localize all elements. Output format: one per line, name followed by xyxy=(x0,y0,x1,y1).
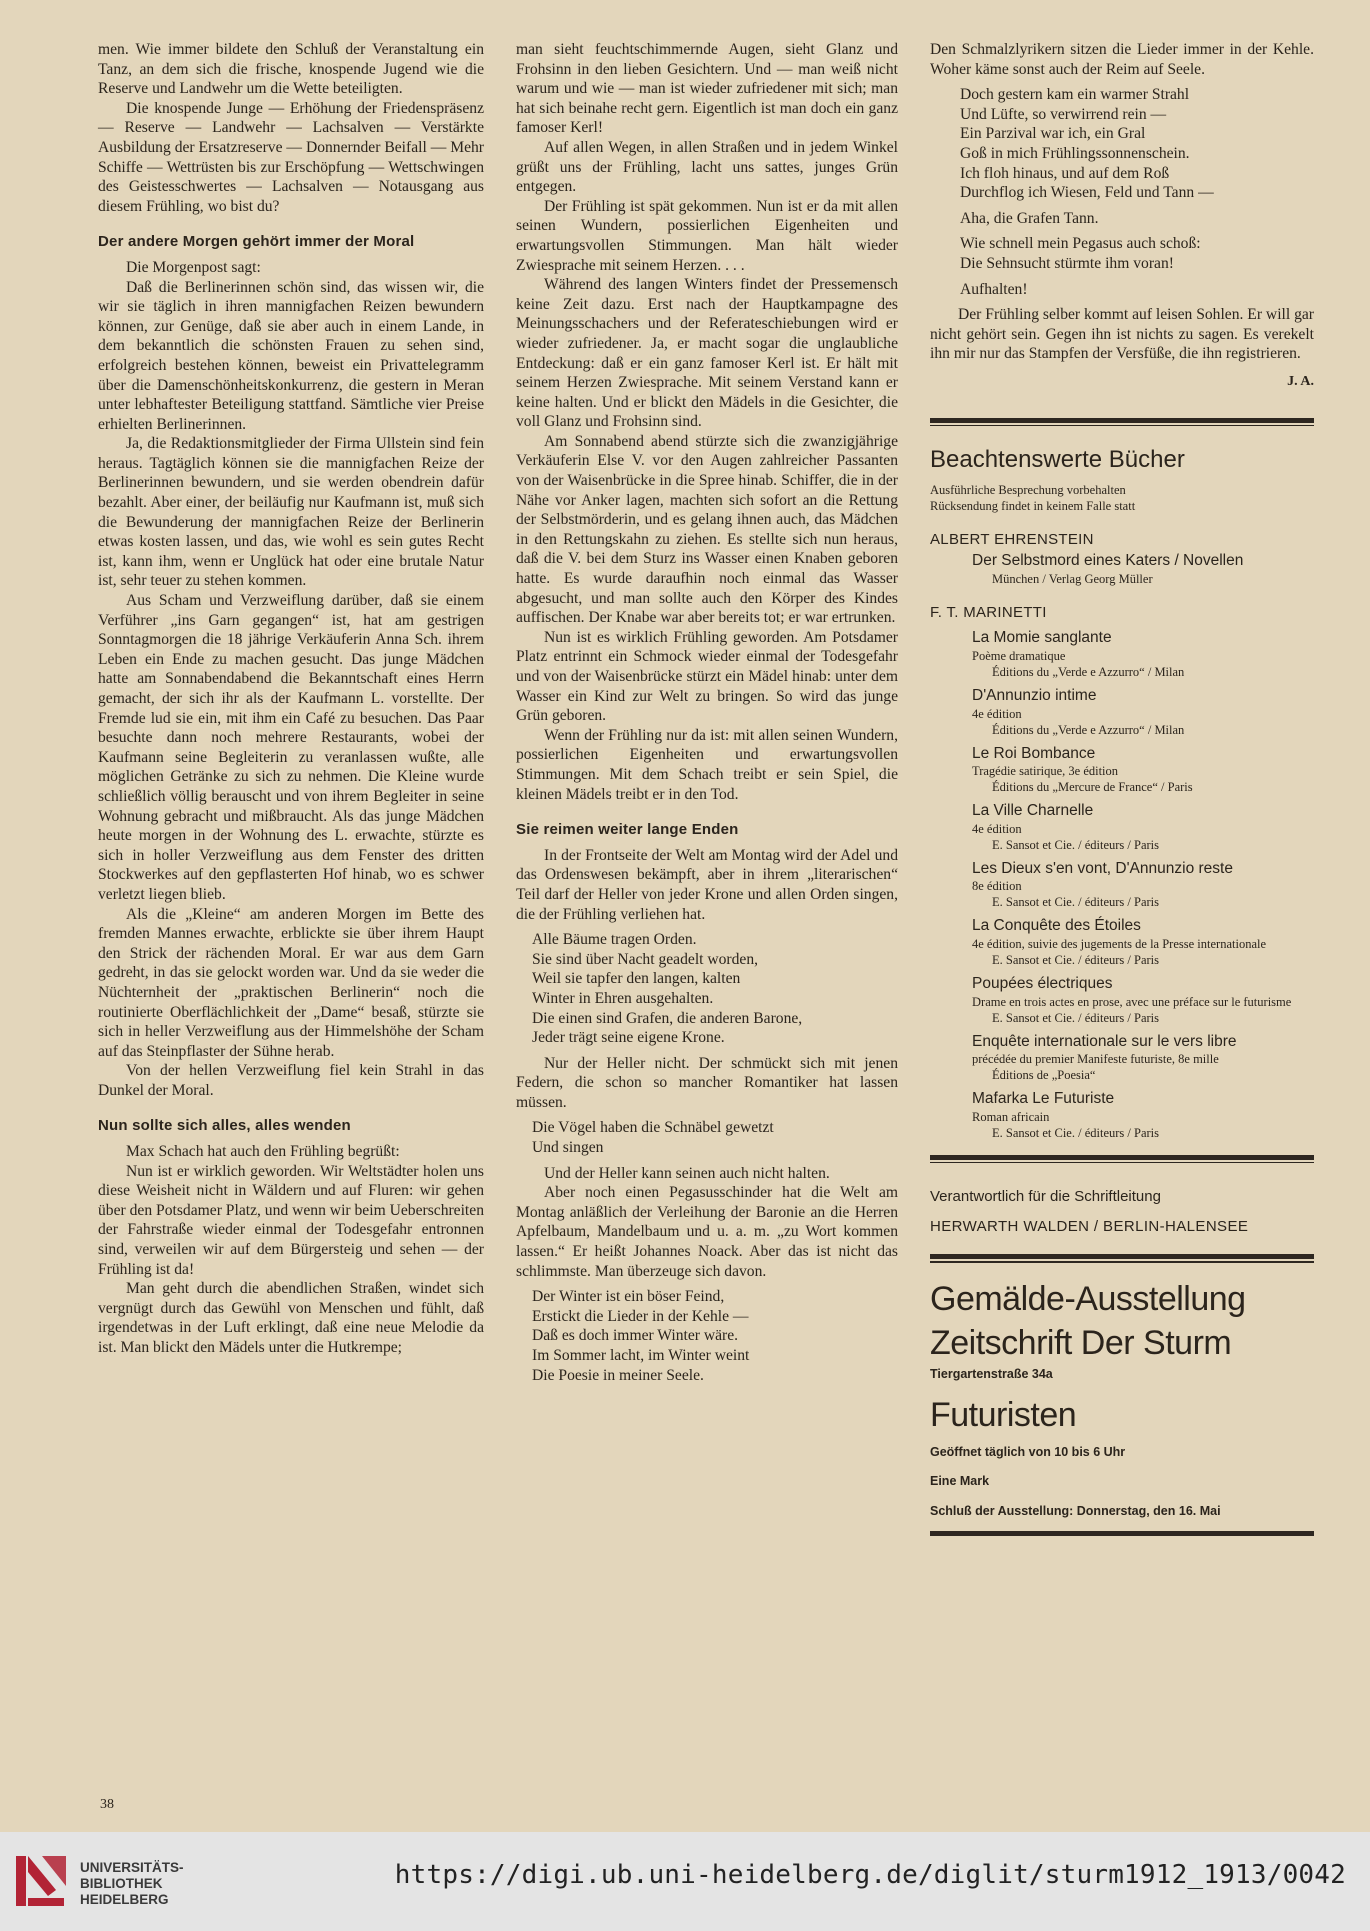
books-note: Rücksendung findet in keinem Falle statt xyxy=(930,498,1136,513)
quote-paragraph: Nun ist er wirklich geworden. Wir Weltstädter holen uns diese Weisheit nicht in Wäldern und auf Fluren: wir gehen über den Potsdamer Platz, und wenn wir beim Ueberschreiten der Fahrstraße wieder einmal der Todesgefahr entronnen sind, verweilen wir auf dem Bürgersteig und sehen — der Frühling ist da! xyxy=(98,1162,484,1278)
paragraph: Während des langen Winters findet der Pressemensch keine Zeit dazu. Erst nach der Hauptkampagne des Meinungsschachers und der Referateschiebungen wird er wieder zufriedener. Ja, er macht sogar die unglaubliche Entdeckung: daß er ein ganz famoser Kerl ist. Er hält mit seinem Herzen Zwiesprache. Mit seinem Verstand kann er keine halten. Und er blickt den Mädels in die Gesichter, die voll Glanz und Frohsinn sind. xyxy=(516,276,898,431)
ad-closing: Schluß der Ausstellung: Donnerstag, den 16. Mai xyxy=(930,1503,1221,1518)
verse-line: Doch gestern kam ein warmer Strahl xyxy=(960,86,1190,104)
paragraph: Nun ist es wirklich Frühling geworden. Am Potsdamer Platz entrinnt ein Schmock wieder einmal der Todesgefahr und von der Waisenbrücke stürzt ein Mädel hinab: unter dem Wasser ein Kind zur Welt zu bringen. So wird das junge Grün geboren. xyxy=(516,628,898,725)
paragraph: men. Wie immer bildete den Schluß der Veranstaltung ein Tanz, an dem sich die frische, knospende Jugend wie die Reserve und Landwehr um die Wette beteiligten. xyxy=(98,41,484,98)
verse-line: Daß es doch immer Winter wäre. xyxy=(532,1327,739,1345)
library-logo-icon xyxy=(12,1850,70,1912)
book-subtitle: 8e édition xyxy=(972,879,1022,894)
verse-line: Und singen xyxy=(532,1139,604,1157)
book-author: F. T. MARINETTI xyxy=(930,603,1047,621)
book-title: Le Roi Bombance xyxy=(972,744,1096,762)
verse-line: Die einen sind Grafen, die anderen Barone, xyxy=(532,1009,803,1027)
verse-line: Die Vögel haben die Schnäbel gewetzt xyxy=(532,1119,774,1137)
verse-block xyxy=(960,209,1314,229)
verse-block xyxy=(960,85,1314,203)
book-title: Enquête internationale sur le vers libre xyxy=(972,1032,1237,1050)
verse-line: Der Winter ist ein böser Feind, xyxy=(532,1288,725,1306)
ad-address: Tiergartenstraße 34a xyxy=(930,1366,1053,1381)
quote-paragraph: Man geht durch die abendlichen Straßen, windet sich vergnügt durch das Gewühl von Menschen und fühlt, daß irgendetwas in der Luft erklingt, daß eine neue Melodie da ist. Man blickt den Mädels unter die Hutkrempe; xyxy=(98,1280,484,1356)
library-name-line: UNIVERSITÄTS- xyxy=(80,1860,184,1875)
book-subtitle: 4e édition xyxy=(972,706,1022,721)
divider xyxy=(930,425,1314,427)
book-title: La Conquête des Étoiles xyxy=(972,917,1141,935)
verse-line: Ich floh hinaus, und auf dem Roß xyxy=(960,164,1170,182)
paragraph: Die knospende Junge — Erhöhung der Friedenspräsenz — Reserve — Landwehr — Lachsalven — Verstärkte Ausbildung der Ersatzreserve — Donnernder Beifall — Mehr Schiffe — Wettrüsten bis zur Erschöpfung — Wettschwingen des Geistesschwertes — Lachsalven — Notausgang aus diesem Frühling, wo bist du? xyxy=(98,99,484,215)
section-heading: Nun sollte sich alles, alles wenden xyxy=(98,1117,351,1135)
column-3 xyxy=(930,40,1314,1538)
book-entry xyxy=(972,859,1314,911)
verse-line: Wie schnell mein Pegasus auch schoß: xyxy=(960,235,1201,253)
book-title: Mafarka Le Futuriste xyxy=(972,1090,1115,1108)
paragraph: Der Frühling ist spät gekommen. Nun ist er da mit allen seinen Wundern, possierlichen Eigenheiten und erwartungsvollen Stimmungen. Man hält wieder Zwiesprache mit seinem Herzen. . . . xyxy=(516,197,898,274)
book-list xyxy=(930,628,1314,1140)
section-heading: Der andere Morgen gehört immer der Moral xyxy=(98,233,415,251)
divider xyxy=(930,1261,1314,1263)
book-publisher: E. Sansot et Cie. / éditeurs / Paris xyxy=(992,1125,1159,1140)
paragraph: Von der hellen Verzweiflung fiel kein Strahl in das Dunkel der Moral. xyxy=(98,1062,484,1099)
ad-title: Zeitschrift Der Sturm xyxy=(930,1323,1232,1362)
column-2 xyxy=(516,40,898,1391)
verse-line: Erstickt die Lieder in der Kehle — xyxy=(532,1307,749,1325)
quote-paragraph: Am Sonnabend abend stürzte sich die zwanzigjährige Verkäuferin Else V. vor den Augen zahlreicher Passanten von der Waisenbrücke in die Spree hinab. Schiffer, die in der Nähe vor Anker lagen, machten sich sofort an die Rettung der Selbstmörderin, und es gelang ihnen auch, das Mädchen in den Rettungskahn zu ziehen. Es stellte sich nun heraus, daß die V. bei dem Sturz ins Wasser einen Knaben geboren hatte. Es wurde daraufhin noch einmal das Wasser abgesucht, und man sollte auch den Körper des Kindes auffischen. Der Knabe war aber bereits tot; er war ertrunken. xyxy=(516,432,898,627)
book-publisher: München / Verlag Georg Müller xyxy=(992,571,1153,586)
book-title: Poupées électriques xyxy=(972,974,1113,992)
verse-line: Sie sind über Nacht geadelt worden, xyxy=(532,950,759,968)
book-publisher: Éditions de „Poesia“ xyxy=(992,1068,1096,1083)
book-entry xyxy=(972,974,1314,1026)
paragraph: Max Schach hat auch den Frühling begrüßt: xyxy=(126,1143,400,1161)
verse-line: Jeder trägt seine eigene Krone. xyxy=(532,1029,725,1047)
paragraph: Nur der Heller nicht. Der schmückt sich mit jenen Federn, die schon so mancher Romantiker hat lassen müssen. xyxy=(516,1054,898,1111)
book-entry xyxy=(972,551,1314,587)
ad-price: Eine Mark xyxy=(930,1474,990,1489)
verse-block xyxy=(960,234,1314,273)
book-title: La Ville Charnelle xyxy=(972,802,1094,820)
divider xyxy=(930,1162,1314,1164)
footer-bar xyxy=(0,1832,1370,1931)
book-title: D'Annunzio intime xyxy=(972,686,1097,704)
paragraph: man sieht feuchtschimmernde Augen, sieht Glanz und Frohsinn in den lieben Gesichtern. Und — man weiß nicht warum und wie — man ist wieder zufriedener mit sich; man hat sich beinahe recht gern. Eigentlich ist man doch ein ganz famoser Kerl! xyxy=(516,41,898,137)
quote-paragraph: Aus Scham und Verzweiflung darüber, daß sie einem Verführer „ins Garn gegangen“ ist, hat am gestrigen Sonntagmorgen die 18 jährige Verkäuferin Anna Sch. ihrem Leben ein Ende zu machen gesucht. Das junge Mädchen hatte am Sonnabendabend die Bekanntschaft eines Herrn gemacht, der sich ihr als der Kaufmann L. vorstellte. Der Fremde lud sie ein, mit ihm ein Café zu besuchen. Das Paar besuchte dann noch mehrere Restaurants, wobei der Kaufmann seine Begleiterin zu veranlassen wußte, alle möglichen Getränke zu sich zu nehmen. Die Kleine wurde schließlich völlig berauscht und von ihrem Begleiter in seine Wohnung gebracht und mißbraucht. Als das junge Mädchen heute morgen in der Wohnung des L. erwachte, stürzte es sich in holler Verzweiflung aus dem Fenster des dritten Stockwerkes auf den gepflasterten Hof hinab, wo es schwer verletzt liegen blieb. xyxy=(98,592,484,903)
verse-line: Die Sehnsucht stürmte ihm voran! xyxy=(960,254,1174,272)
paragraph: Wenn der Frühling nur da ist: mit allen seinen Wundern, possierlichen Eigenheiten und erwartungsvollen Stimmungen. Mit dem Schach treibt er sein Spiel, die kleinen Mädels treibt er in den Tod. xyxy=(516,726,898,803)
verse-line: Goß in mich Frühlingssonnenschein. xyxy=(960,144,1190,162)
book-entry xyxy=(972,1089,1314,1141)
book-subtitle: Poème dramatique xyxy=(972,648,1066,663)
book-title: Der Selbstmord eines Katers / Novellen xyxy=(972,552,1244,570)
library-name-line: HEIDELBERG xyxy=(80,1892,169,1907)
section-heading: Sie reimen weiter lange Enden xyxy=(516,821,739,839)
book-entry xyxy=(972,628,1314,680)
paragraph: Den Schmalzlyrikern sitzen die Lieder immer in der Kehle. Woher käme sonst auch der Reim auf Seele. xyxy=(930,41,1314,78)
book-title: La Momie sanglante xyxy=(972,629,1112,647)
verse-line: Ein Parzival war ich, ein Gral xyxy=(960,125,1146,143)
ad-hours: Geöffnet täglich von 10 bis 6 Uhr xyxy=(930,1444,1126,1459)
verse-line: Die Poesie in meiner Seele. xyxy=(532,1366,704,1384)
book-entry xyxy=(972,801,1314,853)
column-1 xyxy=(98,40,484,1358)
verse-line: Im Sommer lacht, im Winter weint xyxy=(532,1347,750,1364)
book-publisher: Éditions du „Mercure de France“ / Paris xyxy=(992,780,1193,795)
page-number: 38 xyxy=(100,1797,114,1812)
library-name xyxy=(80,1860,184,1908)
source-url[interactable]: https://digi.ub.uni-heidelberg.de/diglit/sturm1912_1913/0042 xyxy=(394,1860,1346,1890)
verse-block xyxy=(532,930,898,1048)
book-publisher: Éditions du „Verde e Azzurro“ / Milan xyxy=(992,664,1185,679)
book-entry xyxy=(972,686,1314,738)
divider xyxy=(930,1531,1314,1536)
verse-line: Aha, die Grafen Tann. xyxy=(960,209,1099,227)
paragraph: In der Frontseite der Welt am Montag wird der Adel und das Ordenswesen bekämpft, aber in ihrem „literarischen“ Teil darf der Heller von jeder Krone und allen Orden singen, die der Frühling verliehen hat. xyxy=(516,846,898,923)
book-subtitle: Tragédie satirique, 3e édition xyxy=(972,764,1119,779)
book-entry xyxy=(972,1032,1314,1084)
book-subtitle: Drame en trois actes en prose, avec une préface sur le futurisme xyxy=(972,994,1292,1009)
book-subtitle: 4e édition xyxy=(972,821,1022,836)
verse-line: Und Lüfte, so verwirrend rein — xyxy=(960,105,1167,123)
book-publisher: E. Sansot et Cie. / éditeurs / Paris xyxy=(992,1010,1159,1025)
verse-line: Aufhalten! xyxy=(960,280,1028,298)
book-publisher: E. Sansot et Cie. / éditeurs / Paris xyxy=(992,837,1159,852)
books-note: Ausführliche Besprechung vorbehalten xyxy=(930,482,1126,497)
paragraph: Auf allen Wegen, in allen Straßen und in jedem Winkel grüßt uns der Frühling, lacht uns sattes, junges Grün entgegen. xyxy=(516,138,898,196)
paragraph: Ja, die Redaktionsmitglieder der Firma Ullstein sind fein heraus. Tagtäglich können sie die mannigfachen Reize der Berlinerinnen bewundern, und sie werden obendrein dafür bezahlt. Aber einer, der beiläufig nur Kaufmann ist, muß sich die Bewunderung der mannigfachen Reize der Berlinerin etwas kosten lassen, und das, wie wohl es sein gutes Recht ist, kann ihm, wenn er Unglück hat oder eine brutale Natur ist, sehr teuer zu stehen kommen. xyxy=(98,435,484,590)
books-section-title: Beachtenswerte Bücher xyxy=(930,446,1185,473)
paragraph: Aber noch einen Pegasusschinder hat die Welt am Montag anläßlich der Verleihung der Baronie an die Herren Apfelbaum, Mandelbaum und u. a. m. „zu Wort kommen lassen.“ Er heißt Johannes Noack. Aber das ist nicht das schlimmste. Man überzeuge sich davon. xyxy=(516,1184,898,1280)
book-publisher: Éditions du „Verde e Azzurro“ / Milan xyxy=(992,722,1185,737)
divider xyxy=(930,418,1314,423)
book-subtitle: Roman africain xyxy=(972,1109,1050,1124)
author-signature: J. A. xyxy=(1287,373,1314,389)
book-entry xyxy=(972,916,1314,968)
verse-line: Weil sie tapfer den langen, kalten xyxy=(532,970,741,988)
book-author: ALBERT EHRENSTEIN xyxy=(930,530,1094,548)
paragraph: Als die „Kleine“ am anderen Morgen im Bette des fremden Mannes erwachte, erblickte sie über ihrem Haupt den Strick der rächenden Moral. Er war aus dem Garn gedreht, in das sie gelockt worden war. Und da sie weder die Nüchternheit der „praktischen Berlinerin“ noch die routinierte Oberflächlichkeit der „Dame“ besaß, stürzte sie sich in heller Verzweiflung aus der Himmelshöhe der Scham auf das Steinpflaster der Sühne herab. xyxy=(98,905,484,1060)
book-title: Les Dieux s'en vont, D'Annunzio reste xyxy=(972,859,1233,877)
paragraph: Und der Heller kann seinen auch nicht halten. xyxy=(544,1164,830,1182)
responsibility-label: Verantwortlich für die Schriftleitung xyxy=(930,1188,1161,1206)
verse-block xyxy=(532,1118,898,1157)
book-subtitle: 4e édition, suivie des jugements de la Presse internationale xyxy=(972,936,1267,951)
editor-name: HERWARTH WALDEN / BERLIN-HALENSEE xyxy=(930,1217,1249,1235)
book-publisher: E. Sansot et Cie. / éditeurs / Paris xyxy=(992,952,1159,967)
verse-block xyxy=(960,280,1314,300)
book-subtitle: précédée du premier Manifeste futuriste, 8e mille xyxy=(972,1052,1219,1067)
verse-line: Alle Bäume tragen Orden. xyxy=(532,931,697,949)
paragraph: Der Frühling selber kommt auf leisen Sohlen. Er will gar nicht gehört sein. Gegen ihn ist nichts zu sagen. Es verekelt ihn mir nur das Stampfen der Versfüße, die ihn registrieren. xyxy=(930,306,1314,363)
library-name-line: BIBLIOTHEK xyxy=(80,1876,163,1891)
book-publisher: E. Sansot et Cie. / éditeurs / Paris xyxy=(992,895,1159,910)
divider xyxy=(930,1155,1314,1160)
verse-line: Winter in Ehren ausgehalten. xyxy=(532,989,714,1007)
ad-title: Futuristen xyxy=(930,1395,1077,1434)
book-entry xyxy=(972,744,1314,796)
paragraph: Die Morgenpost sagt: xyxy=(126,258,261,276)
quote-paragraph: Daß die Berlinerinnen schön sind, das wissen wir, die wir sie täglich in ihren mannigfachen Reizen bewundern können, zur Genüge, daß sie aber auch in einem Lande, in dem bekanntlich die schönsten Frauen zu sehen sind, erfolgreich bestehen können, beweist ein Privattelegramm über die Damenschönheitskonkurrenz, die gestern in Meran unter lebhaftester Beteiligung stattfand. Sämtliche vier Preise erhielten Berlinerinnen. xyxy=(98,278,484,433)
divider xyxy=(930,1254,1314,1259)
verse-block xyxy=(532,1287,898,1385)
ad-title: Gemälde-Ausstellung xyxy=(930,1279,1246,1318)
verse-line: Durchflog ich Wiesen, Feld und Tann — xyxy=(960,184,1214,202)
